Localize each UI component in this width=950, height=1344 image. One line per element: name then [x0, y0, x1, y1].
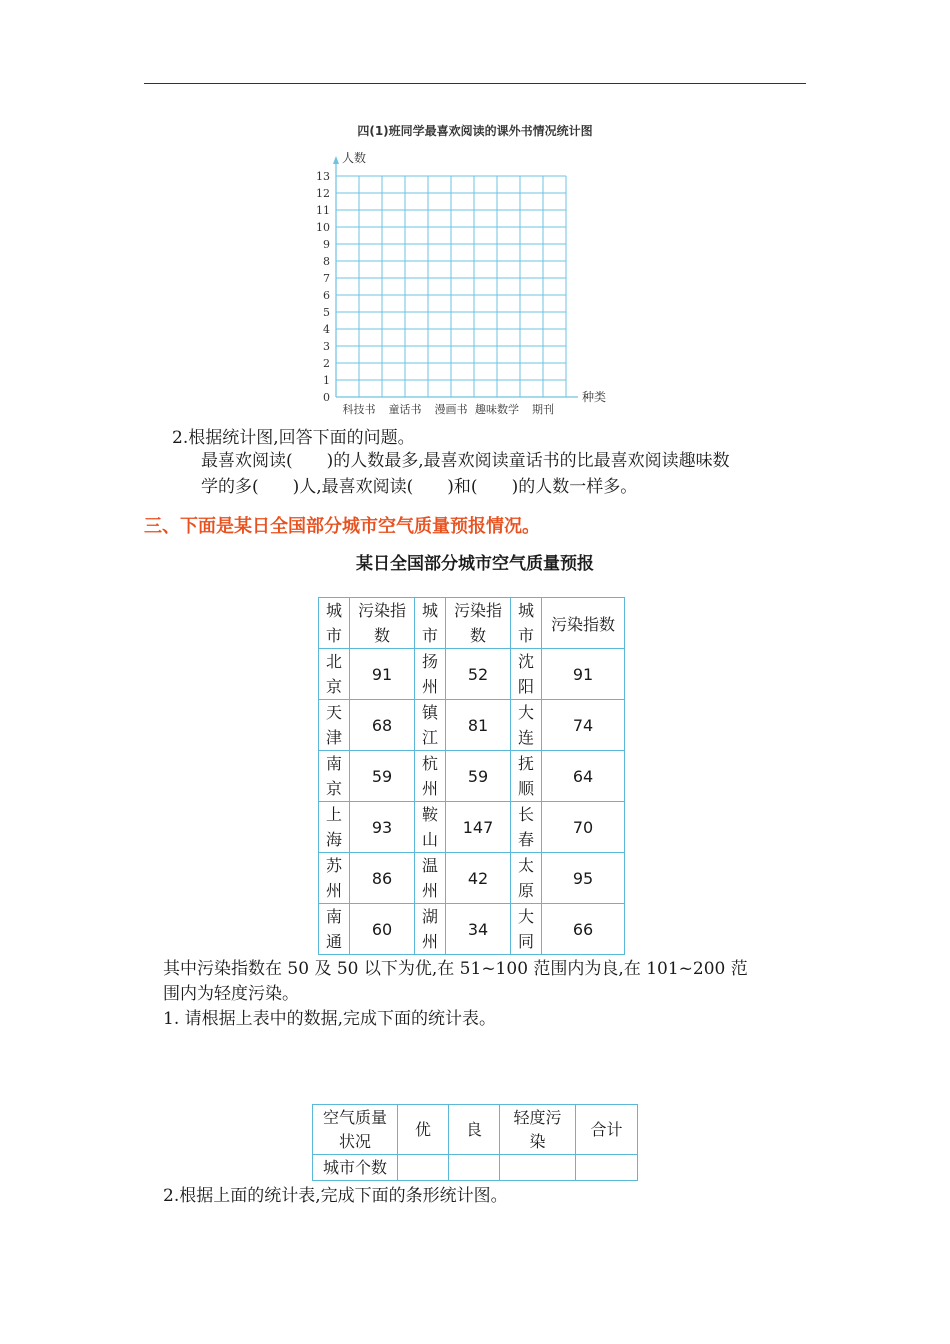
index-cell: 59	[350, 751, 415, 802]
task1-text: 1. 请根据上表中的数据,完成下面的统计表。	[163, 1009, 497, 1029]
table-row	[319, 649, 625, 700]
y-tick-label: 9	[323, 238, 330, 251]
x-category-label: 漫画书	[434, 403, 468, 416]
summary-count-row	[313, 1155, 638, 1181]
city-cell: 上 海	[319, 802, 350, 853]
summary-total-cell: 合计	[576, 1105, 638, 1155]
x-axis-label: 种类	[582, 390, 607, 404]
note-line1: 其中污染指数在 50 及 50 以下为优,在 51~100 范围内为良,在 101~200 范	[163, 959, 748, 979]
summary-blank-cell[interactable]	[500, 1155, 576, 1181]
table-row	[319, 802, 625, 853]
header-city-3: 城 市	[511, 598, 542, 649]
index-cell: 91	[350, 649, 415, 700]
y-tick-label: 3	[323, 340, 330, 353]
table-row	[319, 853, 625, 904]
pollution-table-title: 某日全国部分城市空气质量预报	[356, 554, 594, 574]
summary-light-cell: 轻度污 染	[500, 1105, 576, 1155]
index-cell: 59	[446, 751, 511, 802]
summary-liang-cell: 良	[449, 1105, 500, 1155]
index-cell: 34	[446, 904, 511, 955]
header-city-1: 城 市	[319, 598, 350, 649]
task2-text: 2.根据上面的统计表,完成下面的条形统计图。	[163, 1186, 508, 1206]
index-cell: 60	[350, 904, 415, 955]
y-axis-label: 人数	[342, 151, 367, 165]
index-cell: 81	[446, 700, 511, 751]
summary-blank-cell[interactable]	[449, 1155, 500, 1181]
header-city-2: 城 市	[415, 598, 446, 649]
y-axis-arrow	[333, 156, 339, 164]
summary-head-cell: 空气质量 状况	[313, 1105, 398, 1155]
y-tick-label: 10	[316, 221, 330, 234]
city-cell: 天 津	[319, 700, 350, 751]
summary-table	[312, 1104, 638, 1181]
x-category-label: 童话书	[388, 403, 422, 416]
y-tick-label: 4	[323, 323, 330, 336]
y-tick-label: 12	[316, 187, 330, 200]
city-cell: 温 州	[415, 853, 446, 904]
summary-blank-cell[interactable]	[398, 1155, 449, 1181]
pollution-table	[318, 597, 625, 955]
bar-chart-grid	[300, 140, 650, 420]
x-category-label: 趣味数学	[475, 403, 519, 416]
city-cell: 抚 顺	[511, 751, 542, 802]
x-category-label: 期刊	[532, 403, 554, 416]
q2-line1: 最喜欢阅读( )的人数最多,最喜欢阅读童话书的比最喜欢阅读趣味数	[201, 451, 730, 471]
section3-heading: 三、下面是某日全国部分城市空气质量预报情况。	[144, 516, 540, 537]
city-cell: 镇 江	[415, 700, 446, 751]
header-index-2: 污染指 数	[446, 598, 511, 649]
city-cell: 扬 州	[415, 649, 446, 700]
index-cell: 42	[446, 853, 511, 904]
q2-heading: 2.根据统计图,回答下面的问题。	[172, 428, 415, 448]
y-tick-label: 13	[316, 170, 330, 183]
index-cell: 91	[542, 649, 625, 700]
city-cell: 大 同	[511, 904, 542, 955]
table-row	[319, 700, 625, 751]
index-cell: 93	[350, 802, 415, 853]
city-cell: 太 原	[511, 853, 542, 904]
city-cell: 湖 州	[415, 904, 446, 955]
index-cell: 147	[446, 802, 511, 853]
index-cell: 68	[350, 700, 415, 751]
y-tick-label: 6	[323, 289, 330, 302]
q2-line2: 学的多( )人,最喜欢阅读( )和( )的人数一样多。	[201, 477, 638, 497]
y-tick-label: 11	[316, 204, 330, 217]
index-cell: 66	[542, 904, 625, 955]
table-header-row	[319, 598, 625, 649]
index-cell: 64	[542, 751, 625, 802]
table-row	[319, 751, 625, 802]
y-tick-label: 2	[323, 357, 330, 370]
y-tick-label: 8	[323, 255, 330, 268]
y-tick-label: 0	[323, 391, 330, 404]
city-cell: 北 京	[319, 649, 350, 700]
y-tick-label: 5	[323, 306, 330, 319]
city-cell: 长 春	[511, 802, 542, 853]
y-tick-label: 7	[323, 272, 330, 285]
index-cell: 52	[446, 649, 511, 700]
header-rule	[144, 83, 806, 84]
city-cell: 鞍 山	[415, 802, 446, 853]
index-cell: 86	[350, 853, 415, 904]
city-cell: 沈 阳	[511, 649, 542, 700]
x-category-label: 科技书	[342, 403, 376, 416]
city-cell: 南 通	[319, 904, 350, 955]
city-cell: 大 连	[511, 700, 542, 751]
note-line2: 围内为轻度污染。	[163, 984, 299, 1004]
y-tick-label: 1	[323, 374, 330, 387]
summary-row-label: 城市个数	[313, 1155, 398, 1181]
city-cell: 南 京	[319, 751, 350, 802]
index-cell: 74	[542, 700, 625, 751]
city-cell: 苏 州	[319, 853, 350, 904]
summary-you-cell: 优	[398, 1105, 449, 1155]
header-index-3: 污染指数	[542, 598, 625, 649]
index-cell: 70	[542, 802, 625, 853]
city-cell: 杭 州	[415, 751, 446, 802]
summary-blank-cell[interactable]	[576, 1155, 638, 1181]
summary-header-row	[313, 1105, 638, 1155]
index-cell: 95	[542, 853, 625, 904]
chart-title: 四(1)班同学最喜欢阅读的课外书情况统计图	[357, 124, 593, 138]
header-index-1: 污染指 数	[350, 598, 415, 649]
table-row	[319, 904, 625, 955]
